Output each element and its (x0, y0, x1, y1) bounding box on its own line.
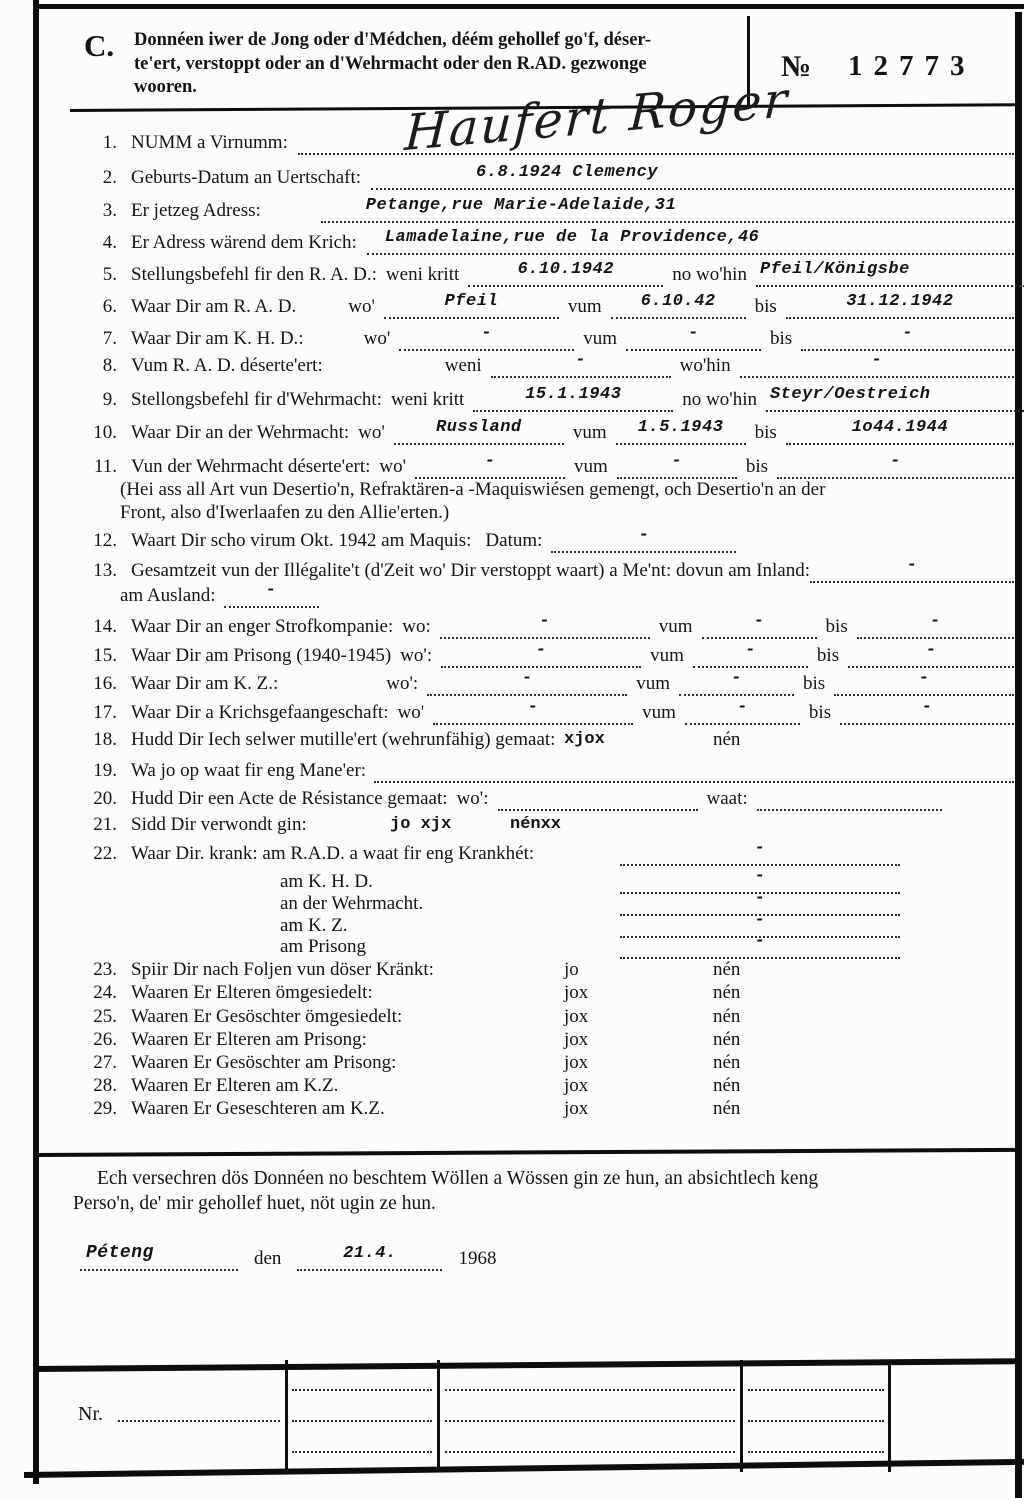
typed-answer: 6.10.42 (640, 292, 716, 311)
field-label: waat: (706, 788, 748, 809)
table-dotted-cell (445, 1387, 735, 1391)
table-dotted-cell (748, 1449, 884, 1453)
typed-answer: 6.10.1942 (517, 260, 614, 279)
dotted-field (757, 784, 942, 811)
dotted-field (371, 163, 1014, 190)
question-row-11 (75, 452, 1014, 479)
question-number: 8. (102, 355, 117, 376)
answer-nen: nén (713, 982, 741, 1003)
question-row-23 (75, 957, 1014, 982)
question-number: 20. (93, 788, 117, 809)
page-border-top (33, 4, 1024, 9)
dotted-field (801, 324, 1014, 351)
dotted-field (810, 556, 1014, 583)
field-label: wo': (386, 673, 419, 694)
typed-answer: - (871, 351, 883, 370)
field-label: bis (825, 616, 848, 637)
field-label: bis (745, 456, 769, 477)
question-row-3 (75, 196, 1014, 223)
typed-answer: - (753, 612, 765, 631)
typed-answer: - (484, 452, 496, 471)
field-label: vum (636, 673, 670, 694)
page-border-left (33, 0, 39, 1484)
typed-answer: - (575, 351, 586, 370)
field-label: no wo'hin (682, 389, 757, 410)
dotted-field (394, 418, 564, 445)
dotted-field (374, 756, 1014, 783)
typed-answer: - (918, 669, 930, 688)
field-label: vum (583, 328, 618, 349)
question-label: Gesamtzeit vun der Illégalite't (d'Zeit wo' Dir verstoppt waart) a Me'nt: dovun am Inland: (131, 560, 811, 581)
dotted-field (685, 698, 800, 725)
answer-jo: jox (564, 982, 589, 1003)
question-label: Waar Dir an der Wehrmacht: (131, 422, 350, 443)
field-label: bis (816, 645, 840, 666)
field-label: vum (574, 456, 608, 477)
question-number: 4. (102, 232, 117, 253)
form-number: 12773 (848, 50, 976, 82)
question-number: 7. (102, 328, 117, 349)
dotted-field (433, 698, 633, 725)
question-number: 21. (93, 814, 117, 835)
answer-jo: jo (564, 959, 579, 980)
question-number: 5. (102, 264, 117, 285)
question-row-22 (75, 841, 1014, 866)
dotted-field (620, 932, 900, 959)
typed-answer: 31.12.1942 (846, 292, 954, 311)
question-label: Waaren Er Elteren ömgesiedelt: (131, 982, 373, 1003)
typed-answer: - (731, 669, 742, 688)
dotted-field (440, 612, 650, 639)
field-label: bis (808, 702, 832, 723)
question-row-5 (75, 260, 1014, 287)
question-row-10 (75, 418, 1014, 445)
page-border-bottom (24, 1459, 1024, 1478)
answer-nen: nén (713, 959, 741, 980)
table-dotted-cell (292, 1418, 432, 1422)
dotted-field (626, 324, 761, 351)
field-label: weni kritt (390, 389, 465, 410)
dotted-field (848, 641, 1014, 668)
question-label: Waaren Er Gesöschter am Prisong: (131, 1052, 397, 1073)
answer-jo: jox (564, 1075, 589, 1096)
question-label: Geburts-Datum an Uertschaft: (131, 167, 362, 188)
question-number: 16. (93, 673, 117, 694)
typed-answer: 6.8.1924 Clemency (476, 163, 658, 182)
typed-answer: Petange,rue Marie-Adelaide,31 (365, 196, 677, 215)
dotted-field (756, 260, 1024, 287)
field-label: wo: (402, 616, 431, 637)
dotted-field (298, 128, 1014, 155)
header-text-line: Donnéen iwer de Jong oder d'Médchen, déém gehollef go'f, déser- (134, 30, 652, 50)
answer-nen: nénxx (510, 815, 562, 834)
dotted-field (840, 698, 1014, 725)
question-row-8 (75, 351, 1014, 378)
question-row-17 (75, 698, 1014, 725)
typed-answer: - (527, 698, 539, 717)
field-label: wo' (358, 422, 385, 443)
typed-answer: - (754, 839, 766, 858)
typed-answer: - (925, 641, 937, 660)
field-label: wo' (363, 328, 391, 349)
dotted-field (702, 612, 817, 639)
question-row-19 (75, 756, 1014, 783)
question-number: 26. (93, 1029, 117, 1050)
answer-nen: nén (713, 729, 741, 750)
question-label: Waar Dir an enger Strofkompanie: (131, 616, 394, 637)
field-label: Datum: (485, 530, 543, 551)
question-label: am Ausland: (120, 585, 216, 606)
typed-answer: 1.5.1943 (637, 418, 724, 437)
question-label: Waart Dir scho virum Okt. 1942 am Maquis: (131, 530, 472, 551)
question-number: 19. (93, 760, 117, 781)
header-text-line: wooren. (134, 77, 197, 97)
question-11-note (120, 478, 1020, 524)
field-label: vum (650, 645, 684, 666)
typed-answer: - (906, 556, 918, 575)
typed-date: 21.4. (343, 1244, 397, 1263)
question-row-25 (75, 1004, 1014, 1029)
question-label: Waaren Er Elteren am K.Z. (131, 1075, 339, 1096)
typed-answer: - (890, 452, 901, 471)
dotted-field (786, 292, 1014, 319)
question-label: Stellongsbefehl fir d'Wehrmacht: (131, 389, 382, 410)
dotted-field (620, 839, 900, 866)
question-number: 9. (102, 389, 117, 410)
field-label: vum (642, 702, 676, 723)
typed-answer: - (754, 932, 766, 951)
question-number: 17. (93, 702, 117, 723)
dotted-field (766, 385, 1024, 412)
field-label: wo': (400, 645, 433, 666)
question-number: 24. (93, 982, 117, 1003)
field-label: bis (770, 328, 793, 349)
table-column-line (888, 1360, 891, 1472)
field-label: vum (572, 422, 607, 443)
question-label: Er Adress wärend dem Krich: (131, 232, 357, 253)
dotted-field (616, 418, 746, 445)
question-row-6 (75, 292, 1014, 319)
question-row-9 (75, 385, 1014, 412)
table-column-line (740, 1360, 743, 1472)
section-letter: C. (84, 28, 115, 63)
declaration-rule (36, 1148, 1020, 1157)
nr-dotted-field (118, 1418, 280, 1422)
dotted-field (399, 324, 574, 351)
dotted-field (693, 641, 808, 668)
table-dotted-cell (292, 1387, 432, 1391)
typed-answer: Lamadelaine,rue de la Providence,46 (384, 228, 760, 247)
dotted-field (551, 526, 736, 553)
field-label: weni (444, 355, 482, 376)
question-number: 23. (93, 959, 117, 980)
question-row-14 (75, 612, 1014, 639)
question-row-12 (75, 526, 1014, 553)
question-number: 13. (93, 560, 117, 581)
dotted-field (224, 581, 319, 608)
question-row-2 (75, 163, 1014, 190)
field-label: vum (658, 616, 693, 637)
declaration-line: Ech versechren dös Donnéen no beschtem Wöllen a Wössen gin ze hun, an absichtlech keng (97, 1168, 819, 1189)
typed-answer: Steyr/Oestreich (769, 385, 931, 404)
question-label: Vun der Wehrmacht déserte'ert: (131, 456, 371, 477)
typed-answer: - (754, 911, 766, 930)
question-number: 15. (93, 645, 117, 666)
question-number: 3. (102, 200, 117, 221)
typed-answer: Pfeil (444, 292, 499, 311)
dotted-field (617, 452, 737, 479)
question-row-20 (75, 784, 1014, 811)
table-dotted-cell (445, 1449, 735, 1453)
dotted-field (834, 669, 1014, 696)
typed-answer: - (737, 698, 748, 717)
table-border-top (33, 1358, 1020, 1372)
table-column-line (285, 1360, 288, 1472)
question-number: 18. (93, 729, 117, 750)
table-column-line (437, 1360, 440, 1472)
typed-answer: - (754, 867, 766, 886)
dotted-field (441, 641, 641, 668)
page-border-right (1015, 12, 1022, 1498)
typed-answer: - (535, 641, 547, 660)
question-label: Hudd Dir Iech selwer mutille'ert (wehrunfähig) gemaat: (131, 729, 556, 750)
question-row-7 (75, 324, 1014, 351)
question-row-15 (75, 641, 1014, 668)
header-text-line: te'ert, verstoppt oder an d'Wehrmacht oder den R.AD. gezwonge (134, 53, 647, 74)
dotted-field (367, 228, 1014, 255)
field-label: weni kritt (385, 264, 460, 285)
answer-jo: jox (564, 1052, 589, 1073)
note-line: Front, also d'Iwerlaafen zu den Allie'erten.) (120, 502, 450, 523)
answer-nen: nén (713, 1006, 741, 1027)
field-label: wo' (397, 702, 425, 723)
question-number: 10. (93, 422, 117, 443)
question-label: Wa jo op waat fir eng Mane'er: (131, 760, 367, 781)
dotted-field (415, 452, 565, 479)
typed-answer: - (688, 324, 699, 343)
typed-answer: - (754, 889, 766, 908)
typed-answer: 1o44.1944 (851, 418, 949, 437)
question-label: Waar Dir am K. Z.: (131, 673, 279, 694)
question-number: 22. (93, 843, 117, 864)
answer-nen: nén (713, 1029, 741, 1050)
dotted-field (491, 351, 671, 378)
field-label: bis (754, 422, 777, 443)
question-label: Waar Dir am Prisong (1940-1945) (131, 645, 392, 666)
nr-label: Nr. (78, 1403, 103, 1425)
typed-answer: Pfeil/Königsbe (759, 260, 910, 279)
dotted-field (777, 452, 1014, 479)
dotted-field (679, 669, 794, 696)
question-label: Waar Dir am K. H. D.: (131, 328, 304, 349)
sub-label: am K. Z. (280, 915, 348, 936)
typed-answer: - (745, 641, 756, 660)
typed-answer: - (902, 324, 913, 343)
sub-label: am K. H. D. (280, 871, 373, 892)
typed-answer: - (481, 324, 493, 343)
field-label: wo' (348, 296, 375, 317)
dotted-field (384, 292, 559, 319)
year-label: 1968 (458, 1248, 497, 1269)
place-field (80, 1244, 238, 1271)
question-number: 11. (93, 456, 117, 477)
question-label: Waaren Er Gesöschter ömgesiedelt: (131, 1006, 403, 1027)
dotted-field (611, 292, 746, 319)
question-row-13b (120, 581, 1014, 608)
question-row-29 (75, 1096, 1014, 1121)
question-number: 28. (93, 1075, 117, 1096)
dotted-field (321, 196, 1014, 223)
field-label: bis (802, 673, 826, 694)
field-label: bis (754, 296, 777, 317)
question-number: 27. (93, 1052, 117, 1073)
table-dotted-cell (292, 1449, 432, 1453)
question-row-24 (75, 980, 1014, 1005)
answer-nen: nén (713, 1075, 741, 1096)
dotted-field (740, 351, 1014, 378)
question-label: Waar Dir am R. A. D. (131, 296, 297, 317)
question-label: Waaren Er Geseschteren am K.Z. (131, 1098, 385, 1119)
typed-answer: 15.1.1943 (525, 385, 622, 404)
question-number: 29. (93, 1098, 117, 1119)
dotted-field (786, 418, 1014, 445)
question-label: Vum R. A. D. déserte'ert: (131, 355, 323, 376)
den-label: den (254, 1248, 282, 1269)
answer-nen: nén (713, 1098, 741, 1119)
question-row-4 (75, 228, 1014, 255)
question-row-28 (75, 1073, 1014, 1098)
typed-answer: - (921, 698, 933, 717)
answer-jo: xjox (564, 730, 605, 749)
dotted-field (427, 669, 627, 696)
question-row-22-sub (280, 934, 1014, 959)
question-number: 12. (93, 530, 117, 551)
typed-answer: - (539, 612, 551, 631)
dotted-field (473, 385, 673, 412)
typed-answer: Russland (436, 418, 522, 437)
question-label: Sidd Dir verwondt gin: (131, 814, 307, 835)
field-label: vum (567, 296, 602, 317)
question-label: Hudd Dir een Acte de Résistance gemaat: (131, 788, 448, 809)
typed-answer: - (930, 612, 941, 631)
signature-row (80, 1244, 1014, 1271)
question-label: NUMM a Virnumm: (131, 132, 288, 153)
dotted-field (498, 784, 698, 811)
question-row-13 (75, 556, 1014, 583)
question-row-27 (75, 1050, 1014, 1075)
typed-answer: - (638, 526, 650, 545)
question-number: 14. (93, 616, 117, 637)
table-dotted-cell (748, 1418, 884, 1422)
date-field (297, 1244, 442, 1271)
table-dotted-cell (748, 1387, 884, 1391)
declaration-line: Perso'n, de' mir gehollef huet, nöt ugin ze hun. (73, 1193, 436, 1214)
field-label: wo' (379, 456, 407, 477)
answer-jo: jox (564, 1098, 589, 1119)
handwritten-name: Haufert Roger (403, 70, 791, 163)
sub-label: am Prisong (280, 936, 367, 957)
question-number: 25. (93, 1006, 117, 1027)
question-row-1 (75, 128, 1014, 155)
typed-answer: - (521, 669, 533, 688)
question-row-18 (75, 727, 1014, 752)
note-line: (Hei ass all Art vun Desertio'n, Refraktären-a -Maquiswiésen gemengt, och Desertio'n an der (120, 479, 826, 500)
answer-jo: jox (564, 1029, 589, 1050)
sub-label: an der Wehrmacht. (280, 893, 424, 914)
question-row-16 (75, 669, 1014, 696)
answer-nen: nén (713, 1052, 741, 1073)
question-row-21 (75, 812, 1014, 837)
typed-answer: - (671, 452, 683, 471)
question-number: 6. (102, 296, 117, 317)
typed-answer: - (265, 581, 277, 600)
field-label: no wo'hin (672, 264, 747, 285)
table-dotted-cell (445, 1418, 735, 1422)
question-label: Waaren Er Elteren am Prisong: (131, 1029, 367, 1050)
field-label: wo'hin (679, 355, 731, 376)
question-label: Stellungsbefehl fir den R. A. D.: (131, 264, 377, 285)
question-label: Er jetzeg Adress: (131, 200, 261, 221)
question-row-26 (75, 1027, 1014, 1052)
answer-jo: jo xjx (390, 815, 452, 834)
question-label: Waar Dir. krank: am R.A.D. a waat fir eng Krankhét: (131, 843, 535, 864)
question-label: Spiir Dir nach Foljen vun döser Kränkt: (131, 959, 434, 980)
dotted-field (857, 612, 1014, 639)
question-number: 1. (102, 132, 117, 153)
numero-symbol: № (781, 50, 812, 83)
field-label: wo': (456, 788, 489, 809)
dotted-field (468, 260, 663, 287)
answer-jo: jox (564, 1006, 589, 1027)
typed-place: Péteng (86, 1243, 154, 1263)
question-label: Waar Dir a Krichsgefaangeschaft: (131, 702, 389, 723)
question-number: 2. (102, 167, 117, 188)
